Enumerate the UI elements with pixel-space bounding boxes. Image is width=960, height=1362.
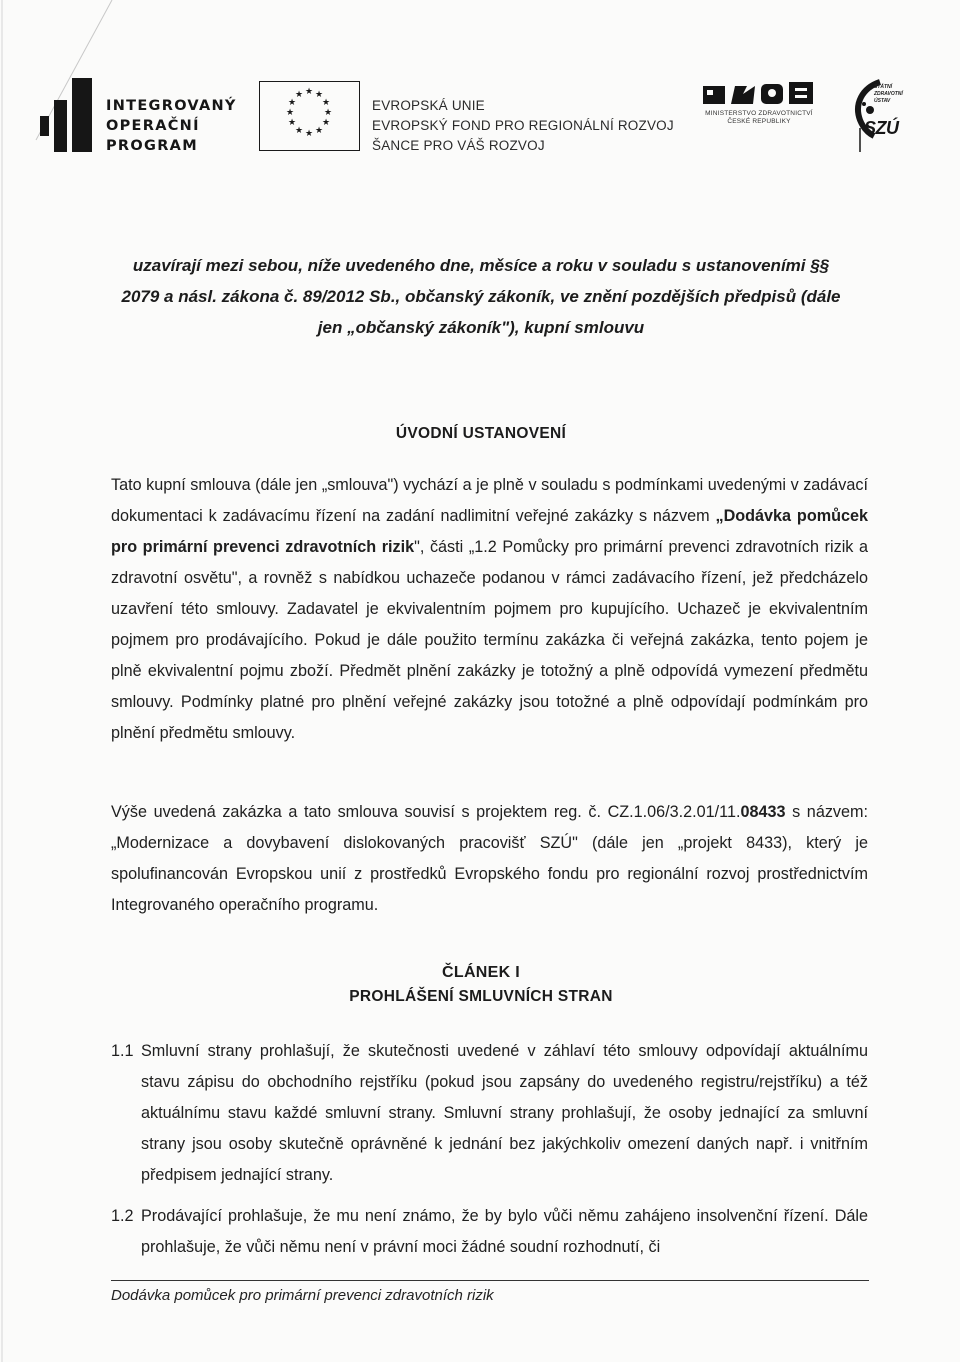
ministry-logo-text [703, 110, 815, 126]
paragraph-introductory [111, 470, 868, 749]
szu-logo [840, 74, 926, 154]
svg-text:★: ★ [287, 98, 297, 108]
eu-logo-text [372, 96, 674, 156]
item-number: 1.1 [111, 1042, 134, 1060]
article-subtitle: PROHLÁŠENÍ SMLUVNÍCH STRAN [349, 988, 613, 1005]
ministry-logo-icon [703, 80, 815, 106]
eu-line-3: ŠANCE PRO VÁŠ ROZVOJ [372, 138, 545, 153]
iop-line-3: PROGRAM [106, 138, 198, 154]
intro-paragraph [110, 250, 852, 343]
svg-text:★: ★ [294, 126, 304, 136]
svg-text:★: ★ [321, 118, 331, 128]
item-number: 1.2 [111, 1207, 134, 1225]
article-item-1-2 [111, 1201, 868, 1263]
svg-text:★: ★ [285, 108, 295, 118]
szu-mark: SZÚ [864, 118, 899, 138]
svg-text:★: ★ [304, 87, 314, 97]
ministry-line-2: ČESKÉ REPUBLIKY [727, 118, 791, 125]
intro-line-1: uzavírají mezi sebou, níže uvedeného dne, měsíce a roku v souladu s ustanoveními §§ [132, 256, 830, 275]
para1-part-a: Tato kupní smlouva (dále jen „smlouva") vychází a je plně v souladu s podmínkami uvedenými v zadávací dokumentaci k zadávacímu řízení na zadání nadlimitní veřejné zakázky s názvem [111, 476, 868, 525]
svg-text:★: ★ [323, 108, 333, 118]
intro-line-2: 2079 a násl. zákona č. 89/2012 Sb., občanský zákoník, ve znění pozdějších předpisů (dále [121, 287, 841, 306]
article-title: ČLÁNEK I [442, 964, 520, 981]
intro-line-3: jen „občanský zákoník"), kupní smlouvu [317, 318, 645, 337]
ministry-line-1: MINISTERSTVO ZDRAVOTNICTVÍ [705, 110, 813, 117]
svg-text:★: ★ [314, 90, 324, 100]
eu-stars-icon [260, 82, 359, 150]
svg-text:★: ★ [321, 98, 331, 108]
para1-part-bold: „Dodávka pomůcek pro primární prevenci zdravotních rizik [111, 507, 868, 556]
svg-text:★: ★ [304, 129, 314, 139]
eu-line-1: EVROPSKÁ UNIE [372, 98, 485, 113]
svg-text:★: ★ [314, 126, 324, 136]
item-text: Smluvní strany prohlašují, že skutečnosti uvedené v záhlaví této smlouvy odpovídají aktuálnímu stavu zápisu do obchodního rejstříku (pokud jsou zapsány do uvedeného registru/rejstříku) a též aktuálnímu stavu každé smluvní strany. Smluvní strany prohlašují, že osoby jednající za smluvní strany jsou osoby skutečně oprávněné k jednání bez jakýchkoliv omezení daných např. i vnitřním předpisem jednající strany. [141, 1042, 868, 1184]
szu-small-text [874, 84, 903, 105]
para1-part-c: ", části „1.2 Pomůcky pro primární prevenci zdravotních rizik a zdravotní osvětu", a rovněž s nabídkou uchazeče podanou v rámci zadávacího řízení, jež předcházelo uzavření této smlouvy. Zadavatel je ekvivalentním pojmem pro kupujícího. Uchazeč je ekvivalentním pojmem pro prodávajícího. Pokud je dále použito termínu zakázka či veřejná zakázka, tento pojem je plně ekvivalentní pojmu zboží. Předmět plnění zakázky je totožný a plně odpovídá vymezení předmětu smlouvy. Podmínky platné pro plnění veřejné zakázky jsou totožné a plně odpovídají podmínkám pro plnění předmětu smlouvy. [111, 538, 868, 742]
iop-line-2: OPERAČNÍ [106, 118, 200, 134]
article-item-1-1 [111, 1036, 868, 1191]
svg-text:★: ★ [287, 118, 297, 128]
footer-text: Dodávka pomůcek pro primární prevenci zdravotních rizik [111, 1287, 494, 1304]
szu-small-line-2: ZDRAVOTNÍ [874, 91, 903, 97]
svg-text:★: ★ [294, 90, 304, 100]
eu-line-2: EVROPSKÝ FOND PRO REGIONÁLNÍ ROZVOJ [372, 118, 674, 133]
szu-small-line-3: ÚSTAV [874, 98, 891, 104]
item-text: Prodávající prohlašuje, že mu není známo, že by bylo vůči němu zahájeno insolvenční řízení. Dále prohlašuje, že vůči němu není v právní moci žádné soudní rozhodnutí, či [141, 1207, 868, 1256]
szu-small-line-1: STÁTNÍ [874, 84, 893, 90]
para2-part-bold: 08433 [740, 803, 786, 821]
eu-flag-logo [259, 81, 360, 151]
iop-logo-bars [40, 78, 100, 152]
footer-divider [111, 1280, 869, 1281]
iop-logo-text [106, 96, 237, 156]
section-title-introductory: ÚVODNÍ USTANOVENÍ [395, 425, 567, 442]
para2-part-c: s názvem: „Modernizace a dovybavení dislokovaných pracovišť SZÚ" (dále jen „projekt 8433), který je spolufinancován Evropskou unií z prostředků Evropského fondu pro regionální rozvoj prostřednictvím Integrovaného operačního programu. [111, 803, 868, 914]
iop-line-1: INTEGROVANÝ [106, 98, 237, 114]
paragraph-project [111, 797, 868, 921]
para2-part-a: Výše uvedená zakázka a tato smlouva souvisí s projektem reg. č. CZ.1.06/3.2.01/11. [111, 803, 741, 821]
